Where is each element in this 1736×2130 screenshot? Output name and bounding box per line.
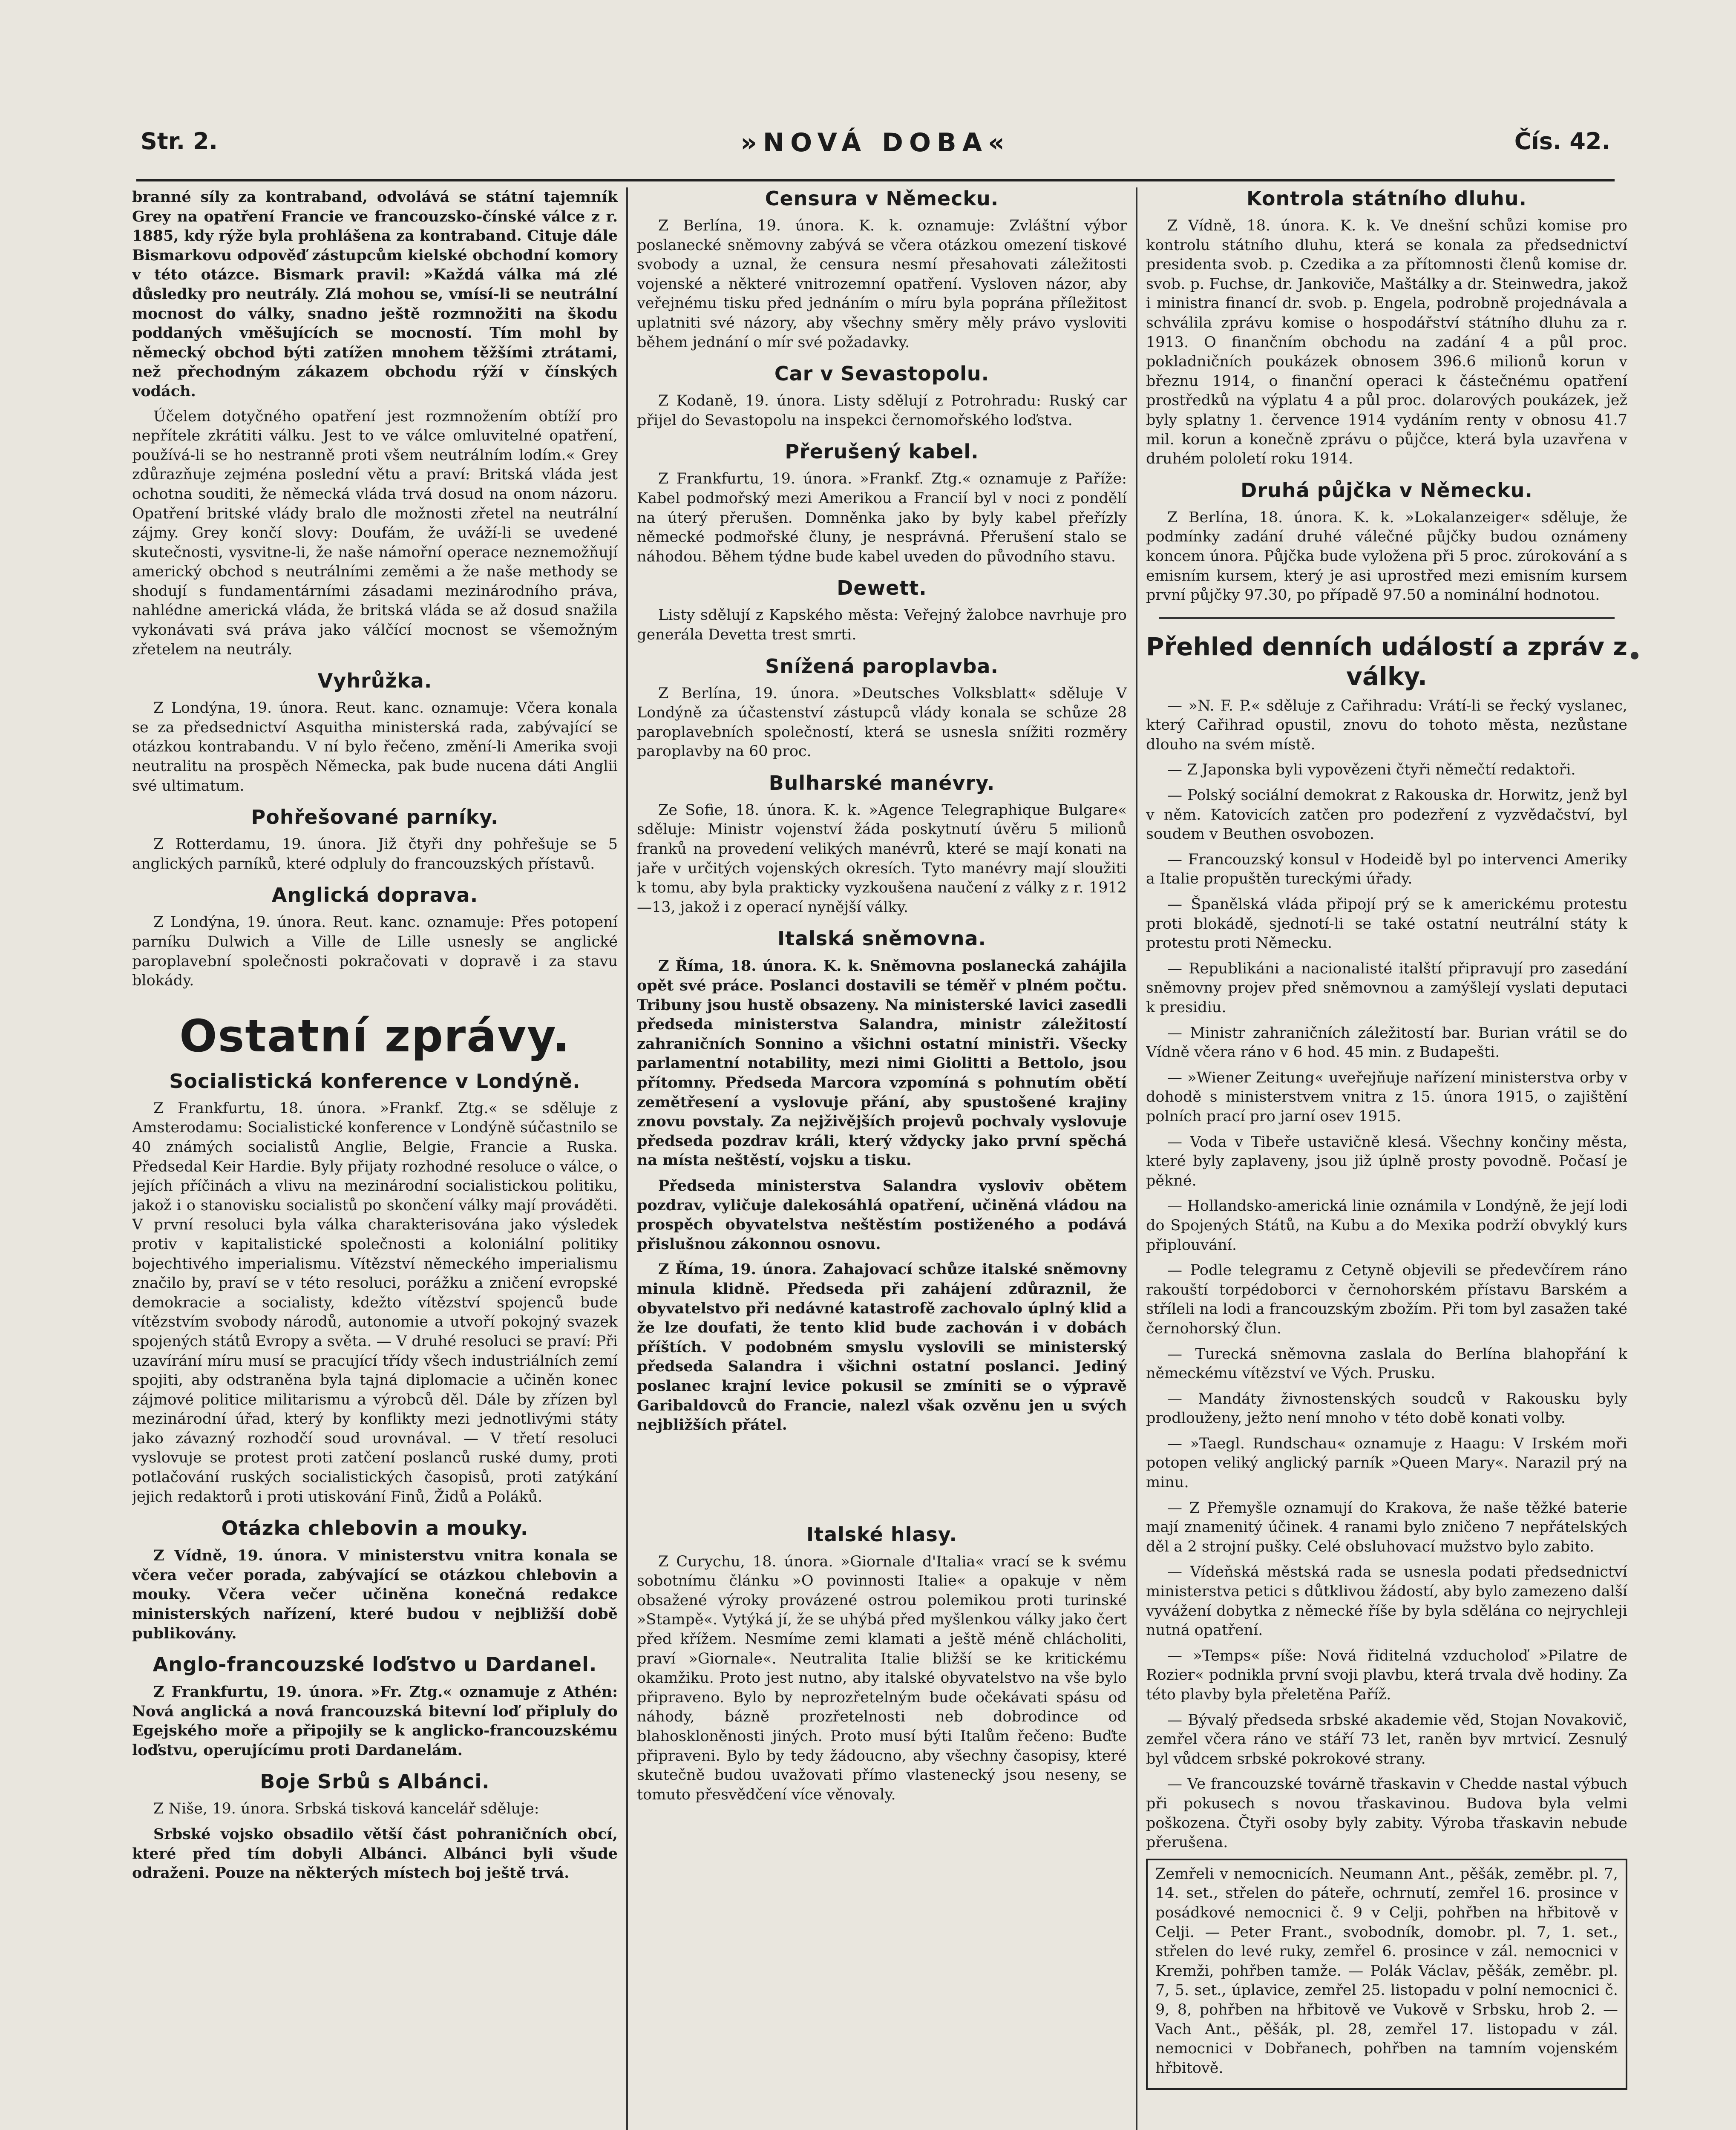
column-separator [626, 187, 628, 2130]
section-heading: Přehled denních událostí a zpráv z války. [1146, 632, 1627, 691]
article-paragraph: Z Frankfurtu, 18. února. »Frankf. Ztg.« se sděluje z Amsterodamu: Socialistické konference v Londýně súčastnilo se 40 známých socialistů Anglie, Belgie, Francie a Ruska. Předsedal Keir Hardie. Byly přijaty rozhodné resoluce o válce, o jejích příčinách a vlivu na mezinárodní socialistickou politiku, jakož i o stanovisku socialistů po skončení války mají prováděti. V první resoluci byla válka charakterisována jako výsledek protiv v kapitalistické společnosti a koloniální politiky bojechtivého imperialismu. Vítězství německého imperialismu značilo by, praví se v této resoluci, porážku a zničení evropské demokracie a socialisty, kdežto vítězství spojenců bude vítězstvím svobody národů, autonomie a utvoří pokojný svazek spojených států Evropy a světa. — V druhé resoluci se praví: Při uzavírání míru musí se pracující třídy všech industriálních zemí spojiti, aby odstraněna byla tajná diplomacie a učiněn konec zájmové politice militarismu a výrobců děl. Dále by zřízen byl mezinárodní úřad, který by konflikty mezi jednotlivými státy jako závazný rozhodčí soud urovnával. — V třetí resoluci vyslovuje se protest proti zatčení poslanců ruské dumy, proti potlačování ruských socialistických časopisů, proti zatýkání jejich redaktorů i proti utiskování Finů, Židů a Poláků. [132, 1100, 618, 1505]
article-heading: Censura v Německu. [765, 187, 999, 210]
article-paragraph: Z Vídně, 18. února. K. k. Ve dnešní schůzi komise pro kontrolu státního dluhu, která se konala za předsednictví presidenta svob. p. Czedika a za přítomnosti členů komise dr. svob. p. Fuchse, dr. Jankoviče, Maštálky a dr. Steinwedra, jakož i ministra financí dr. svob. p. Engela, podrobně projednávala a schválila zprávu komise o hospodářství státního dluhu za r. 1913. O finančním obchodu na zadání 4 a půl proc. pokladničních poukázek obnosem 396.6 milionů korun v březnu 1914, o finanční operaci k částečnému opatření prostředků na výplatu 4 a půl proc. dolarových poukázek, jež byly splatny 1. července 1914 vydáním renty v obnosu 41.7 mil. korun a konečně zprávu o půjčce, která byla uzavřena v druhém pololetí roku 1914. [1146, 217, 1627, 468]
news-item: — »Temps« píše: Nová řiditelná vzducholoď »Pilatre de Rozier« podnikla první svoji plavbu, která trvala dvě hodiny. Za této plavby byla přeletěna Paříž. [1146, 1647, 1627, 1703]
column-1 [132, 187, 618, 2130]
article-heading: Druhá půjčka v Německu. [1241, 478, 1533, 502]
column-separator [1136, 187, 1137, 2130]
article-paragraph: Z Rotterdamu, 19. února. Již čtyři dny pohřešuje se 5 anglických parníků, které odpluly do francouzských přístavů. [132, 836, 618, 872]
article-heading: Anglická doprava. [271, 884, 478, 907]
article-heading: Přerušený kabel. [785, 440, 979, 463]
article-paragraph: Srbské vojsko obsadilo větší část pohraničních obcí, které před tím dobyli Albánci. Albánci byli všude odraženi. Pouze na některých místech boj ještě trvá. [132, 1825, 618, 1882]
news-item: — Z Přemyšle oznamují do Krakova, že naše těžké baterie mají znamenitý účinek. 4 ranami bylo zničeno 7 nepřátelských děl a 2 strojní pušky. Celé obsluhovací mužstvo bylo zabito. [1146, 1499, 1627, 1555]
article-paragraph: Z Londýna, 19. února. Reut. kanc. oznamuje: Přes potopení parníku Dulwich a Ville de Lille usnesly se anglické paroplavební společnosti pokračovati v dopravě i za stavu blokády. [132, 914, 618, 990]
casualty-text: Zemřeli v nemocnicích. Neumann Ant., pěšák, zeměbr. pl. 7, 14. set., střelen do páteře, ochrnutí, zemřel 16. prosince v posádkové nemocnici č. 9 v Celji, pohřben na hřbitově v Celji. — Peter Frant., svobodník, domobr. pl. 7, 1. set., střelen do levé ruky, zemřel 6. prosince v zál. nemocnici v Kremži, pohřben tamže. — Polák Václav, pěšák, zeměbr. pl. 7, 5. set., úplavice, zemřel 25. listopadu v polní nemocnici č. 9, 8, pohřben na hřbitově ve Vukově v Srbsku, hrob 2. — Vach Ant., pěšák, pl. 28, zemřel 17. listopadu v zál. nemocnici v Dobřanech, pohřben na tamním vojenském hřbitově. [1155, 1865, 1618, 2077]
news-item: — Turecká sněmovna zaslala do Berlína blahopřání k německému vítězství ve Vých. Prusku. [1146, 1345, 1627, 1382]
article-paragraph: Účelem dotyčného opatření jest rozmnožením obtíží pro nepřítele zkrátiti válku. Jest to ve válce omluvitelné opatření, používá-li se ho nestranně proti všem neutrálním lodím.« Grey zdůrazňuje zejména poslední větu a praví: Britská vláda jest ochotna souditi, že německá vláda trvá dosud na onom názoru. Opatření britské vlády bralo dle možnosti zřetel na neutrální zájmy. Grey končí slovy: Doufám, že uváží-li se uvedené skutečnosti, vysvitne-li, že naše námořní operace neznemožňují americký obchod s neutrálními zeměmi a že naše methody se shodují s fundamentárními zásadami mezinárodního práva, nahlédne americká vláda, že britská vláda se až dosud snažila vykonávati svá práva jako válčící mocnost se všemožným zřetelem na neutrály. [132, 408, 618, 658]
news-item: — Vídeňská městská rada se usnesla podati předsednictví ministerstva petici s důtklivou žádostí, aby bylo zamezeno další vyvážení dobytka z německé říše by byla sdělána co nejrychleji nutná opatření. [1146, 1563, 1627, 1639]
column-2 [637, 187, 1127, 2130]
article-paragraph: Z Frankfurtu, 19. února. »Fr. Ztg.« oznamuje z Athén: Nová anglická a nová francouzská bitevní loď připluly do Egejského moře a připojily se k anglicko-francouzskému loďstvu, operujícímu proti Dardanelám. [132, 1683, 618, 1759]
news-item: — Hollandsko-americká linie oznámila v Londýně, že její lodi do Spojených Států, na Kubu a do Mexika podrží obvyklý kurs připlouvání. [1146, 1197, 1627, 1254]
header-rule [136, 179, 1615, 181]
news-item: — Ve francouzské továrně třaskavin v Chedde nastal výbuch při pokusech s novou třaskavinou. Budova byla velmi poškozena. Čtyři osoby byly zabity. Výroba třaskavin nebude přerušena. [1146, 1776, 1627, 1851]
article-heading: Otázka chlebovin a mouky. [221, 1517, 529, 1540]
article-heading: Pohřešované parníky. [251, 806, 499, 829]
article-heading: Anglo-francouzské loďstvo u Dardanel. [153, 1653, 597, 1676]
casualty-notice [1146, 1859, 1627, 2090]
article-heading: Kontrola státního dluhu. [1247, 187, 1527, 210]
news-item: — Republikáni a nacionalisté italští připravují pro zasedání sněmovny projev před sněmovnou a zamýšlejí vyslati deputaci k presidiu. [1146, 960, 1627, 1016]
news-item: — »N. F. P.« sděluje z Cařihradu: Vrátí-li se řecký vyslanec, který Cařihrad opustil, znovu do tohoto města, nezůstane dlouho na svém místě. [1146, 697, 1627, 753]
article-paragraph: Z Berlína, 19. února. »Deutsches Volksblatt« sděluje V Londýně za účastenství zástupců vlády konala se schůze 28 paroplavebních společností, která se usnesla snížiti rozměry paroplavby na 60 proc. [637, 685, 1127, 760]
news-item: — »Taegl. Rundschau« oznamuje z Haagu: V Irském moři potopen veliký anglický parník »Queen Mary«. Narazil prý na minu. [1146, 1435, 1627, 1491]
article-paragraph: Listy sdělují z Kapského města: Veřejný žalobce navrhuje pro generála Devetta trest smrti. [637, 607, 1127, 643]
article-paragraph: Z Londýna, 19. února. Reut. kanc. oznamuje: Včera konala se za předsednictví Asquitha ministerská rada, zabývající se otázkou kontrabandu. V ní bylo řečeno, změní-li Amerika svoji neutralitu na prospěch Německa, pak bude nucena dáti Anglii své ultimatum. [132, 699, 618, 794]
issue-number: Čís. 42. [1514, 128, 1610, 155]
news-item: — Španělská vláda připojí prý se k americkému protestu proti blokádě, sjednotí-li se také ostatní neutrální státy k protestu proti Německu. [1146, 896, 1627, 952]
news-item: — Mandáty živnostenských soudců v Rakousku byly prodlouženy, ježto není mnoho v této době konati volby. [1146, 1390, 1627, 1427]
article-paragraph: Z Niše, 19. února. Srbská tisková kancelář sděluje: [153, 1800, 539, 1817]
article-heading: Boje Srbů s Albánci. [260, 1770, 490, 1793]
article-heading: Italská sněmovna. [777, 927, 987, 950]
section-heading: Ostatní zprávy. [179, 1010, 570, 1062]
article-heading: Snížená paroplavba. [765, 654, 999, 678]
news-item: — »Wiener Zeitung« uveřejňuje nařízení ministerstva orby v dohodě s ministerstvem vnitra z 15. února 1915, o zajištění polních prací pro jarní osev 1915. [1146, 1069, 1627, 1125]
article-paragraph: Z Říma, 18. února. K. k. Sněmovna poslanecká zahájila opět své práce. Poslanci dostavili se téměř v plném počtu. Tribuny jsou hustě obsazeny. Na ministerské lavici zasedli předseda ministerstva Salandra, ministr záležitostí zahraničních Sonnino a všichni ostatní ministři. Všecky parlamentní notability, mezi nimi Giolitti a Bettolo, jsou přítomny. Předseda Marcora vzpomíná s pohnutím obětí zemětřesení a vyslovuje přání, aby spustošené krajiny znovu povstaly. Za nejživějších projevů pochvaly vyslovuje předseda pozdrav králi, který vždycky jako první spěchá na místa neštěstí, vojsku a tisku. [637, 957, 1127, 1169]
margin-dot [1631, 652, 1638, 659]
article-paragraph: Ze Sofie, 18. února. K. k. »Agence Telegraphique Bulgare« sděluje: Ministr vojenství žáda poskytnutí úvěru 5 milionů franků na provedení velikých manévrů, které se mají konati na jaře v určitých vojenských okresích. Tyto manévry mají sloužiti k tomu, aby byla prakticky vyzkoušena naučení z války z r. 1912—13, jakož i z operací nynější války. [637, 801, 1127, 916]
page-number: Str. 2. [141, 128, 218, 155]
news-item: — Voda v Tibeře ustavičně klesá. Všechny končiny města, které byly zaplaveny, jsou již úplně prosty povodně. Počasí je pěkné. [1146, 1133, 1627, 1189]
article-paragraph: Z Vídně, 19. února. V ministerstvu vnitra konala se včera večer porada, zabývající se otázkou chlebovin a mouky. Včera večer učiněna konečná redakce ministerských nařízení, které budou v nejbližší době publikovány. [132, 1547, 618, 1642]
page-header [141, 128, 1610, 175]
article-paragraph: Z Berlína, 19. února. K. k. oznamuje: Zvláštní výbor poslanecké sněmovny zabývá se včera otázkou omezení tiskové svobody a uznal, že censura nesmí přesahovati záležitosti vojenské a některé vnitrozemní opatření. Vysloven názor, aby veřejnému tisku před jednáním o míru byla poprána příležitost uplatniti své názory, aby všechny směry měly právo vysloviti během jednání o mír své požadavky. [637, 217, 1127, 351]
article-heading: Italské hlasy. [806, 1523, 958, 1546]
column-3 [1146, 187, 1627, 2130]
article-paragraph: Z Frankfurtu, 19. února. »Frankf. Ztg.« oznamuje z Paříže: Kabel podmořský mezi Amerikou a Francií byl v noci z pondělí na úterý přerušen. Domněnka jako by byly kabel přeřízly německé podmořské čluny, je nesprávná. Přerušení stalo se náhodou. Během týdne bude kabel uveden do původního stavu. [637, 470, 1127, 565]
article-heading: Car v Sevastopolu. [774, 362, 990, 386]
blank-space [637, 1441, 1127, 1513]
article-paragraph: Z Říma, 19. února. Zahajovací schůze italské sněmovny minula klidně. Předseda při zahájení zdůraznil, že obyvatelstvo při nedávné katastrofě zachovalo úplný klid a že lze doufati, že tento klid bude zachován i v dobách příštích. V podobném smyslu vyslovili se ministerský předseda Salandra i všichni ostatní poslanci. Jediný poslanec krajní levice pokusil se zmíniti se o výpravě Garibaldovců do Francie, nalezl však ozvěnu jen u svých nejbližších přátel. [637, 1261, 1127, 1434]
article-heading: Bulharské manévry. [769, 771, 995, 794]
newspaper-title: »NOVÁ DOBA« [740, 128, 1011, 158]
article-paragraph: Předseda ministerstva Salandra vysloviv obětem pozdrav, vyličuje dalekosáhlá opatření, učiněná vládou na prospěch obyvatelstva neštěstím postiženého a podává přislušnou zákonnou osnovu. [637, 1177, 1127, 1253]
article-heading: Socialistická konference v Londýně. [169, 1069, 581, 1093]
news-item: — Bývalý předseda srbské akademie věd, Stojan Novakovič, zemřel včera ráno ve stáří 73 let, raněn byv mrtvicí. Zesnulý byl vůdcem srbské pokrokové strany. [1146, 1711, 1627, 1767]
article-paragraph: Z Berlína, 18. února. K. k. »Lokalanzeiger« sděluje, že podmínky zadání druhé válečné půjčky budou oznámeny koncem února. Půjčka bude vyložena při 5 proc. zúrokování a s emisním kursem, který je asi uprostřed mezi emisním kursem první půjčky 97.30, po případě 97.50 a nominální hodnotou. [1146, 509, 1627, 604]
article-paragraph: branné síly za kontraband, odvolává se státní tajemník Grey na opatření Francie ve francouzsko-čínské válce z r. 1885, kdy rýže byla prohlášena za kontraband. Cituje dále Bismarkovu odpověď zástupcům kielské obchodní komory v této otázce. Bismark pravil: »Každá válka má zlé důsledky pro neutrály. Zlá mohou se, vmísí-li se neutrální mocnost do války, snadno ještě rozmnožiti na škodu poddaných vměšujících se mocností. Tím mohl by německý obchod býti zatížen mnohem těžšími ztrátami, než přechodným zákazem obchodu rýží v čínských vodách. [132, 188, 618, 400]
article-heading: Dewett. [837, 576, 927, 600]
news-item: — Podle telegramu z Cetyně objevili se předevčírem ráno rakouští torpédoborci v černohorském přístavu Barském a stříleli na lodi a francouzským zbožím. Při tom byl zasažen také černohorský člun. [1146, 1262, 1627, 1337]
news-item: — Ministr zahraničních záležitostí bar. Burian vrátil se do Vídně včera ráno v 6 hod. 45 min. z Budapešti. [1146, 1024, 1627, 1061]
article-heading: Vyhrůžka. [317, 669, 432, 693]
news-item: — Z Japonska byli vypovězeni čtyři němečtí redaktoři. [1167, 761, 1576, 779]
divider [1159, 617, 1615, 619]
news-item: — Polský sociální demokrat z Rakouska dr. Horwitz, jenž byl v něm. Katovicích zatčen pro podezření z vyzvědačství, byl soudem v Beuthen osvobozen. [1146, 787, 1627, 843]
article-paragraph: Z Curychu, 18. února. »Giornale d'Italia« vrací se k svému sobotnímu článku »O povinnosti Italie« a opakuje v něm obsažené výroky provázené ostrou polemikou proti turinské »Stampě«. Vytýká jí, že se uhýbá před myšlenkou války jako čert před křížem. Nesmíme zemi klamati a ještě méně chlácholiti, praví »Giornale«. Neutralita Italie bližší se ke kritickému okamžiku. Proto jest nutno, aby italské obyvatelstvo na vše bylo připraveno. Bylo by neprozřetelným bude očekávati spásu od náhody, bázně prozřetelnosti neb dobrodince od blahoskloněnosti jiných. Proto musí býti Italům řečeno: Buďte připraveni. Bylo by tedy žádoucno, aby všechny časopisy, které skutečně budou uvažovati přímo vlastenecký jsou neseny, se tomuto přesvědčení více věnovaly. [637, 1553, 1127, 1803]
article-paragraph: Z Kodaně, 19. února. Listy sdělují z Potrohradu: Ruský car přijel do Sevastopolu na inspekci černomořského loďstva. [637, 392, 1127, 429]
news-item: — Francouzský konsul v Hodeidě byl po intervenci Ameriky a Italie propuštěn tureckými úřady. [1146, 851, 1627, 888]
